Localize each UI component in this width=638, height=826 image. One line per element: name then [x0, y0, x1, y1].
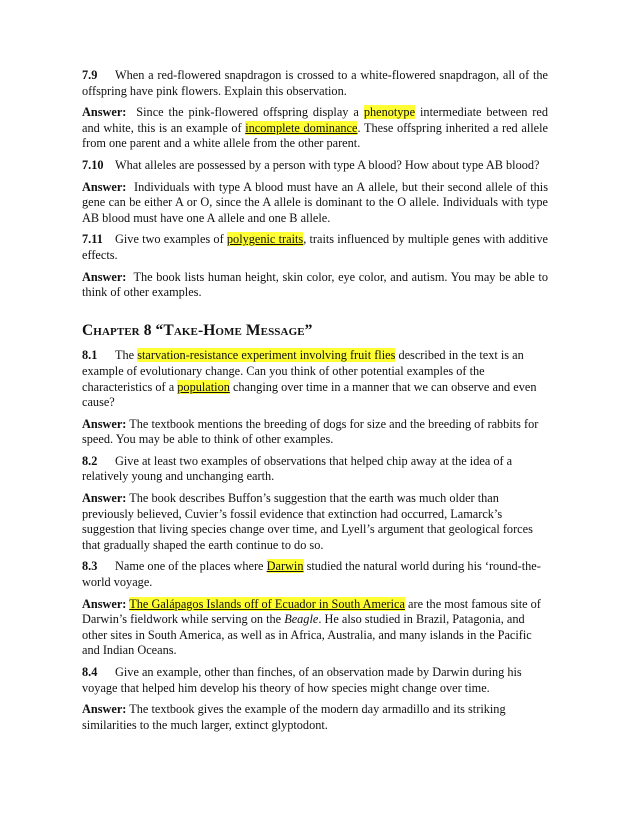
- answer-label: Answer:: [82, 269, 127, 284]
- highlight-incomplete-dominance: incomplete dominance: [245, 120, 358, 135]
- answer-text: The book lists human height, skin color, eye color, and autism. You may be able to think of other examples.: [82, 269, 548, 300]
- answer-label: Answer:: [82, 596, 127, 611]
- question-8-3: [82, 559, 548, 590]
- answer-7-10: [82, 180, 548, 227]
- question-text: Give two examples of: [115, 232, 224, 247]
- ship-name: Beagle: [284, 612, 319, 627]
- answer-text: The textbook mentions the breeding of dogs for size and the breeding of rabbits for speed. You may be able to think of other examples.: [82, 416, 539, 447]
- answer-text: The textbook gives the example of the modern day armadillo and its striking similarities to the much larger, extinct glyptodont.: [82, 702, 506, 732]
- question-text: changing over time in a manner that we can observe and even cause?: [82, 379, 537, 410]
- answer-text: are the most famous site of Darwin’s fieldwork while serving on the: [82, 596, 541, 627]
- highlight-galapagos: The Galápagos Islands off of Ecuador in South America: [129, 596, 405, 611]
- answer-text: Since the pink-flowered offspring display a: [136, 105, 359, 120]
- question-7-11: [82, 232, 548, 263]
- question-number: 8.4: [82, 665, 98, 679]
- question-8-2: [82, 454, 548, 485]
- answer-8-2: [82, 491, 548, 553]
- question-number: 8.2: [82, 453, 98, 468]
- question-text: When a red-flowered snapdragon is crossed to a white-flowered snapdragon, all of the offspring have pink flowers. Explain this observation.: [82, 68, 548, 98]
- question-text: studied the natural world during his ‘round-the-world voyage.: [82, 559, 541, 590]
- question-text: What alleles are possessed by a person with type A blood? How about type AB blood?: [115, 157, 540, 172]
- answer-8-1: [82, 417, 548, 448]
- question-text: , traits influenced by multiple genes with additive effects.: [82, 232, 548, 262]
- question-7-9: [82, 68, 548, 99]
- question-7-10: [82, 158, 548, 174]
- answer-7-9: [82, 105, 548, 152]
- chapter-heading: Chapter 8 “Take-Home Message”: [82, 321, 313, 339]
- highlight-darwin: Darwin: [266, 559, 304, 574]
- question-number: 7.10: [82, 157, 104, 172]
- question-8-1: [82, 348, 548, 410]
- answer-label: Answer:: [82, 416, 127, 431]
- question-number: 7.9: [82, 68, 98, 82]
- answer-text: . He also studied in Brazil, Patagonia, and other sites in South America, as well as in Africa, Australia, and many islands in the Pacific and Indian Oceans.: [82, 612, 532, 658]
- question-text: The: [115, 348, 135, 363]
- question-text: described in the text is an example of evolutionary change. Can you think of other potential examples of the characteristics of a: [82, 348, 524, 394]
- highlight-polygenic-traits: polygenic traits: [226, 232, 304, 247]
- highlight-starvation-experiment: starvation-resistance experiment involving fruit flies: [137, 348, 396, 363]
- answer-label: Answer:: [82, 491, 127, 506]
- answer-8-3: [82, 597, 548, 659]
- highlight-population: population: [177, 379, 230, 394]
- answer-text: . These offspring inherited a red allele from one parent and a white allele from the other parent.: [82, 120, 548, 151]
- answer-label: Answer:: [82, 702, 127, 717]
- question-8-4: [82, 665, 548, 696]
- question-text: Name one of the places where: [115, 559, 264, 574]
- answer-label: Answer:: [82, 105, 127, 120]
- highlight-phenotype: phenotype: [363, 105, 416, 120]
- answer-text: intermediate between red and white, this is an example of: [82, 105, 549, 135]
- question-number: 8.3: [82, 559, 98, 574]
- answer-7-11: [82, 270, 548, 301]
- answer-8-4: [82, 702, 548, 733]
- question-number: 8.1: [82, 348, 98, 363]
- document-page: [82, 68, 548, 739]
- answer-text: Individuals with type A blood must have an A allele, but their second allele of this gene can be either A or O, since the A allele is dominant to the O allele. Individuals with type AB blood must have one A allele and one B allele.: [82, 179, 548, 225]
- question-number: 7.11: [82, 232, 103, 247]
- question-text: Give at least two examples of observations that helped chip away at the idea of a relatively young and unchanging earth.: [82, 453, 513, 484]
- answer-text: The book describes Buffon’s suggestion that the earth was much older than previously believed, Cuvier’s fossil evidence that extinction had occurred, Lamarck’s suggestion that living species change over time, and Lyell’s argument that geological forces that gradually shaped the earth continue to do so.: [82, 491, 533, 552]
- question-text: Give an example, other than finches, of an observation made by Darwin during his voyage that helped him develop his theory of how species might change over time.: [82, 665, 522, 695]
- answer-label: Answer:: [82, 179, 127, 194]
